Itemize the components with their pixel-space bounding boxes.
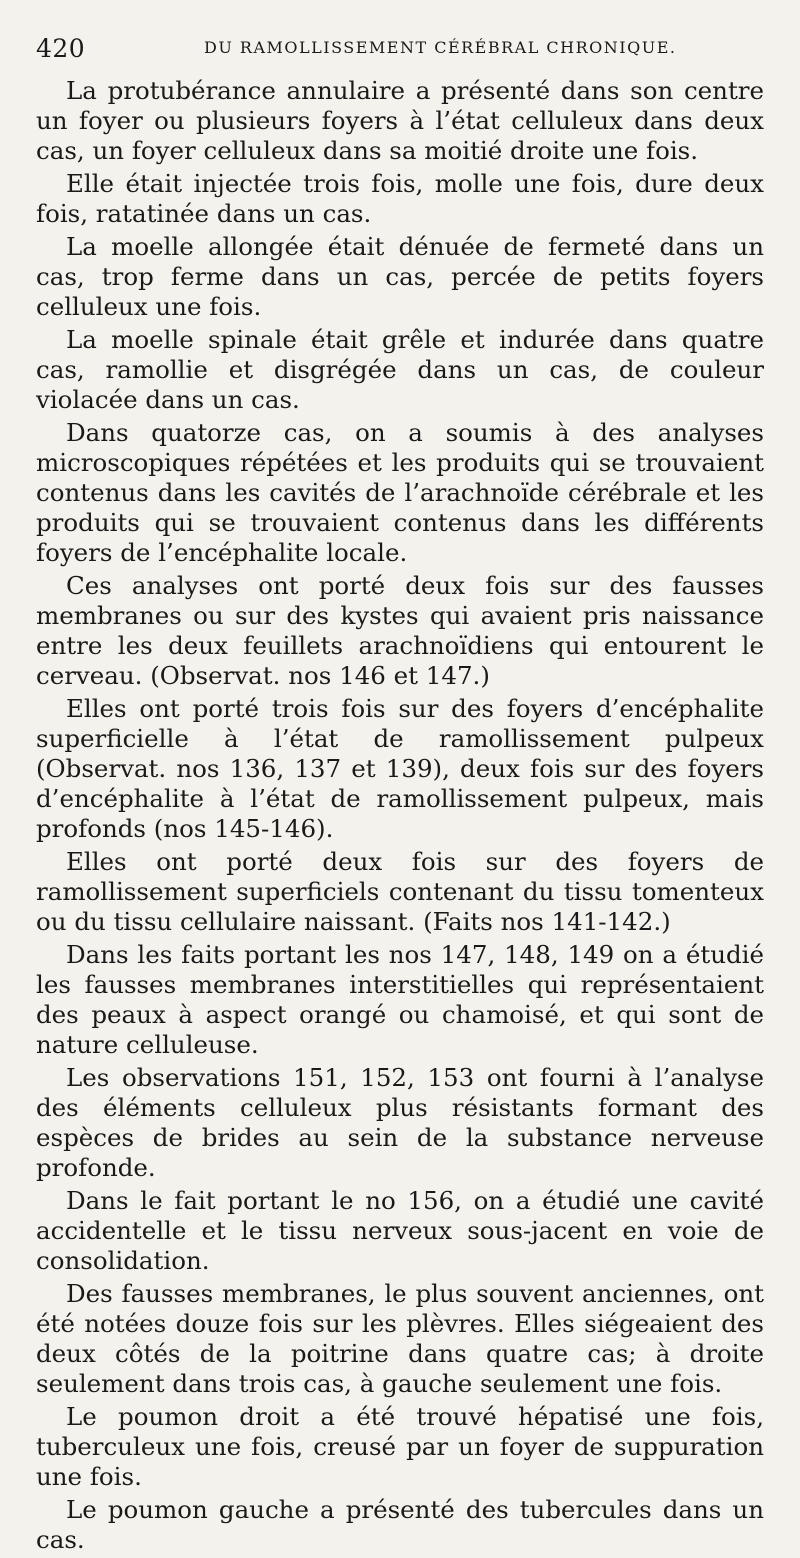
page-body — [36, 76, 764, 1558]
paragraph: Dans quatorze cas, on a soumis à des analyses microscopiques répétées et les produits qui se trouvaient contenus dans les cavités de l’arachnoïde cérébrale et les produits qui se trouvaient contenus dans les différents foyers de l’encéphalite locale. — [36, 418, 764, 567]
paragraph: Le poumon droit a été trouvé hépatisé une fois, tuberculeux une fois, creusé par un foyer de suppuration une fois. — [36, 1402, 764, 1491]
page-header — [36, 30, 770, 70]
paragraph: Dans le fait portant le no 156, on a étudié une cavité accidentelle et le tissu nerveux sous-jacent en voie de consolidation. — [36, 1186, 764, 1275]
running-title: DU RAMOLLISSEMENT CÉRÉBRAL CHRONIQUE. — [204, 38, 677, 57]
paragraph: Le poumon gauche a présenté des tubercules dans un cas. — [36, 1495, 764, 1554]
paragraph: Elles ont porté trois fois sur des foyers d’encéphalite superficielle à l’état de ramollissement pulpeux (Observat. nos 136, 137 et 139), deux fois sur des foyers d’encéphalite à l’état de ramollissement pulpeux, mais profonds (nos 145-146). — [36, 694, 764, 843]
paragraph: Ces analyses ont porté deux fois sur des fausses membranes ou sur des kystes qui avaient pris naissance entre les deux feuillets arachnoïdiens qui entourent le cerveau. (Observat. nos 146 et 147.) — [36, 571, 764, 690]
paragraph: Des fausses membranes, le plus souvent anciennes, ont été notées douze fois sur les plèvres. Elles siégeaient des deux côtés de la poitrine dans quatre cas; à droite seulement dans trois cas, à gauche seulement une fois. — [36, 1279, 764, 1398]
page-number: 420 — [36, 34, 86, 63]
paragraph: Dans les faits portant les nos 147, 148, 149 on a étudié les fausses membranes interstitielles qui représentaient des peaux à aspect orangé ou chamoisé, et qui sont de nature celluleuse. — [36, 940, 764, 1059]
paragraph: Les observations 151, 152, 153 ont fourni à l’analyse des éléments celluleux plus résistants formant des espèces de brides au sein de la substance nerveuse profonde. — [36, 1063, 764, 1182]
paragraph: La protubérance annulaire a présenté dans son centre un foyer ou plusieurs foyers à l’état celluleux dans deux cas, un foyer celluleux dans sa moitié droite une fois. — [36, 76, 764, 165]
paragraph: Elle était injectée trois fois, molle une fois, dure deux fois, ratatinée dans un cas. — [36, 169, 764, 228]
paragraph: La moelle spinale était grêle et indurée dans quatre cas, ramollie et disgrégée dans un cas, de couleur violacée dans un cas. — [36, 325, 764, 414]
paragraph: Elles ont porté deux fois sur des foyers de ramollissement superficiels contenant du tissu tomenteux ou du tissu cellulaire naissant. (Faits nos 141-142.) — [36, 847, 764, 936]
paragraph: La moelle allongée était dénuée de fermeté dans un cas, trop ferme dans un cas, percée de petits foyers celluleux une fois. — [36, 232, 764, 321]
